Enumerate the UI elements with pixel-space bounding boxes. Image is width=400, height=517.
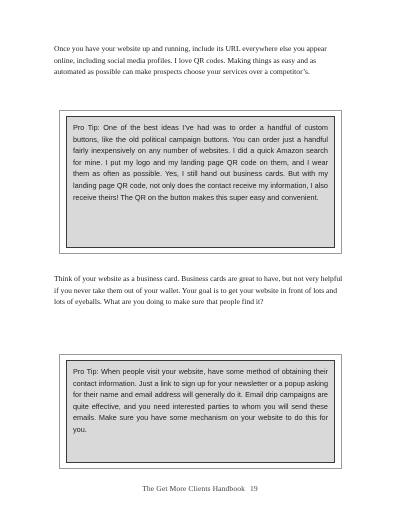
footer-book-title: The Get More Clients Handbook [142,484,246,493]
body-paragraph-website-url: Once you have your website up and running, include its URL everywhere else you appear online, including social media profiles. I love QR codes. Making things as easy and as automated as possible can make prospects choose your services over a competitor’s. [54,44,327,77]
pro-tip-text-buttons: Pro Tip: One of the best ideas I’ve had was to order a handful of custom buttons, like the old political campaign buttons. You can order just a handful fairly inexpensively on any number of websites. I did a quick Amazon search for mine. I put my logo and my landing page QR code on them, and I wear them as often as possible. Yes, I still hand out business cards. But with my landing page QR code, not only does the contact receive my information, I also receive theirs! The QR on the button makes this super easy and convenient. [73,123,328,202]
body-paragraph-business-card: Think of your website as a business card. Business cards are great to have, but not very helpful if you never take them out of your wallet. Your goal is to get your website in front of lots and lots of eyeballs. What are you doing to make sure that people find it? [54,274,343,307]
pro-tip-box-buttons [59,110,342,254]
pro-tip-text-contact-info: Pro Tip: When people visit your website, have some method of obtaining their contact information. Just a link to sign up for your newsletter or a popup asking for their name and email address will generally do it. Email drip campaigns are quite effective, and you need interested parties to whom you will send these emails. Make sure you have some mechanism on your website to do this for you. [73,367,328,434]
pro-tip-inner-panel [66,116,335,248]
pro-tip-box-contact-info [59,354,342,469]
page-footer [0,484,400,493]
page-number: 19 [250,484,258,493]
pro-tip-inner-panel [66,360,335,463]
